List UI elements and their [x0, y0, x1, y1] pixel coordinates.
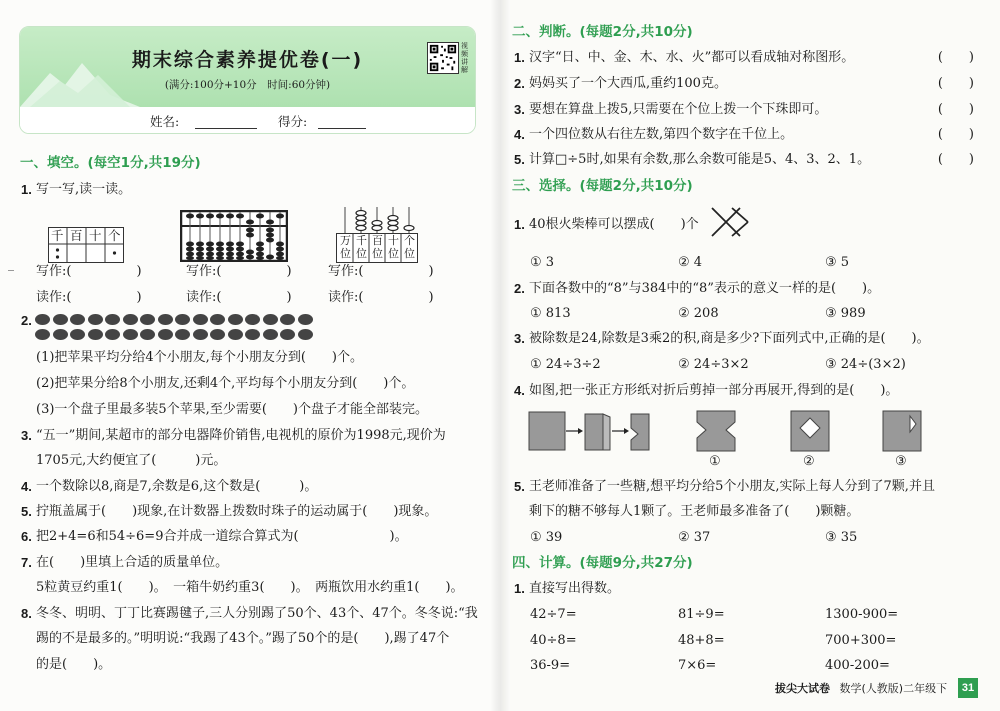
q3-number: 3.	[21, 428, 32, 443]
c2-number: 2.	[514, 281, 525, 296]
calc-r3-c2[interactable]: 7×6=	[678, 658, 717, 673]
apple-icon	[263, 329, 278, 340]
c4-number: 4.	[514, 383, 525, 398]
table-head-ones: 个	[108, 228, 121, 243]
calc-r1-c1[interactable]: 42÷7=	[530, 607, 577, 622]
table-head-thousands: 千	[51, 228, 64, 243]
table-head-tens: 十	[89, 228, 102, 243]
apple-icon	[298, 314, 313, 325]
footer-brand: 拔尖大试卷	[775, 682, 830, 695]
q1a-write[interactable]: 写作:( )	[36, 264, 142, 279]
apple-icon	[263, 314, 278, 325]
tf4-number: 4.	[514, 127, 525, 142]
score-label: 得分:	[278, 114, 308, 129]
apple-icon	[158, 329, 173, 340]
q1-text: 写一写,读一读。	[36, 182, 132, 197]
calc-r1-c2[interactable]: 81÷9=	[678, 607, 725, 622]
q7-text-2: 5粒黄豆约重1( )。 一箱牛奶约重3( )。 两瓶饮用水约重1( )。	[36, 580, 464, 595]
apple-icon	[88, 329, 103, 340]
score-field[interactable]	[318, 114, 366, 129]
section-calculation-title: 四、计算。(每题9分,共27分)	[512, 555, 693, 571]
book-gutter	[490, 0, 510, 711]
tf1-number: 1.	[514, 50, 525, 65]
q1-number: 1.	[21, 182, 32, 197]
c4-figure-1	[696, 410, 736, 452]
tf3-answer[interactable]: ( )	[937, 102, 974, 117]
q2-number: 2.	[21, 313, 32, 328]
q2b-text: (2)把苹果分给8个小朋友,还剩4个,平均每个小朋友分到( )个。	[36, 376, 415, 391]
apple-icon	[193, 314, 208, 325]
apple-icon	[228, 329, 243, 340]
c1-option-3[interactable]: ③ 5	[825, 255, 850, 270]
tf2-number: 2.	[514, 76, 525, 91]
c4-option-3[interactable]: ③	[895, 454, 907, 469]
q4-text: 一个数除以8,商是7,余数是6,这个数是( )。	[36, 479, 318, 494]
exam-title: 期末综合素养提优卷(一)	[131, 49, 364, 71]
apple-icon	[53, 329, 68, 340]
c2-option-3[interactable]: ③ 989	[825, 306, 866, 321]
thousands-bead	[56, 248, 59, 251]
q1a-read[interactable]: 读作:( )	[36, 290, 142, 305]
tf5-number: 5.	[514, 152, 525, 167]
apple-icon	[175, 314, 190, 325]
q8-text-2: 踢的不是最多的。”明明说:“我踢了43个。”踢了50个的是( ),踢了47个	[36, 631, 450, 646]
calc-r2-c1[interactable]: 40÷8=	[530, 633, 577, 648]
q8-number: 8.	[21, 606, 32, 621]
tf3-number: 3.	[514, 102, 525, 117]
qr-label: 视频讲解	[461, 42, 468, 74]
c3-text: 被除数是24,除数是3乘2的积,商是多少?下面列式中,正确的是( )。	[529, 331, 930, 346]
tf2-text: 妈妈买了一个大西瓜,重约100克。	[529, 76, 727, 91]
calc-r1-c3[interactable]: 1300-900=	[825, 607, 899, 622]
c5-option-3[interactable]: ③ 35	[825, 530, 858, 545]
apple-icon	[158, 314, 173, 325]
calc-text: 直接写出得数。	[529, 581, 621, 596]
q5-text: 拧瓶盖属于( )现象,在计数器上拨数时珠子的运动属于( )现象。	[36, 504, 438, 519]
apple-icon	[245, 314, 260, 325]
tf4-answer[interactable]: ( )	[937, 127, 974, 142]
tf5-text: 计算□÷5时,如果有余数,那么余数可能是5、4、3、2、1。	[529, 152, 871, 167]
c2-option-2[interactable]: ② 208	[678, 306, 719, 321]
q2c-text: (3)一个盘子里最多装5个苹果,至少需要( )个盘子才能全部装完。	[36, 402, 428, 417]
apple-icon	[70, 329, 85, 340]
calc-r2-c3[interactable]: 700+300=	[825, 633, 897, 648]
q8-text-3: 的是( )。	[36, 657, 112, 672]
q6-number: 6.	[21, 529, 32, 544]
name-score-row	[20, 107, 475, 134]
c3-number: 3.	[514, 331, 525, 346]
c4-option-2[interactable]: ②	[803, 454, 815, 469]
section-fill-blank-title: 一、填空。(每空1分,共19分)	[20, 155, 201, 171]
apple-icon	[140, 329, 155, 340]
c3-option-1[interactable]: ① 24÷3÷2	[530, 357, 601, 372]
q1b-read[interactable]: 读作:( )	[186, 290, 292, 305]
name-label: 姓名:	[150, 114, 180, 129]
counter-rods-icon	[336, 207, 418, 233]
q4-number: 4.	[21, 479, 32, 494]
tf5-answer[interactable]: ( )	[937, 152, 974, 167]
c1-option-1[interactable]: ① 3	[530, 255, 555, 270]
name-field[interactable]	[195, 114, 257, 129]
q7-text: 在( )里填上合适的质量单位。	[36, 555, 229, 570]
calc-r3-c3[interactable]: 400-200=	[825, 658, 890, 673]
c5-text-2: 剩下的糖不够每人1颗了。王老师最多准备了( )颗糖。	[529, 504, 860, 519]
c5-text: 王老师准备了一些糖,想平均分给5个小朋友,实际上每人分到了7颗,并且	[529, 479, 935, 494]
c4-figure-2	[790, 410, 830, 452]
apple-icon	[35, 329, 50, 340]
apple-icon	[280, 314, 295, 325]
label-wan: 万位	[340, 234, 351, 260]
section-choice-title: 三、选择。(每题2分,共10分)	[512, 178, 693, 194]
apple-icon	[88, 314, 103, 325]
apple-icon	[280, 329, 295, 340]
label-bai: 百位	[372, 234, 383, 260]
exam-header-banner	[19, 26, 476, 134]
margin-mark	[8, 270, 14, 271]
calc-r3-c1[interactable]: 36-9=	[530, 658, 571, 673]
tf4-text: 一个四位数从右往左数,第四个数字在千位上。	[529, 127, 794, 142]
tf3-text: 要想在算盘上拨5,只需要在个位上拨一个下珠即可。	[529, 102, 828, 117]
q3-text: “五一”期间,某超市的部分电器降价销售,电视机的原价为1998元,现价为	[36, 428, 446, 443]
paper-fold-steps	[528, 410, 658, 452]
right-page	[500, 0, 1000, 711]
q1c-write[interactable]: 写作:( )	[328, 264, 434, 279]
q1b-write[interactable]: 写作:( )	[186, 264, 292, 279]
c2-option-1[interactable]: ① 813	[530, 306, 571, 321]
apple-icon	[193, 329, 208, 340]
c3-option-3[interactable]: ③ 24÷(3×2)	[825, 357, 906, 372]
label-ge: 个位	[404, 234, 415, 260]
footer	[775, 680, 947, 696]
c1-number: 1.	[514, 217, 525, 232]
c3-option-2[interactable]: ② 24÷3×2	[678, 357, 749, 372]
c5-option-2[interactable]: ② 37	[678, 530, 711, 545]
calc-r2-c2[interactable]: 48+8=	[678, 633, 725, 648]
tf1-text: 汉字“日、中、金、木、水、火”都可以看成轴对称图形。	[529, 50, 855, 65]
apple-icon	[175, 329, 190, 340]
apple-group	[35, 311, 315, 345]
c1-option-2[interactable]: ② 4	[678, 255, 703, 270]
q6-text: 把2+4=6和54÷6=9合并成一道综合算式为( )。	[36, 529, 408, 544]
calc-number: 1.	[514, 581, 525, 596]
c1-text: 40根火柴棒可以摆成( )个	[529, 217, 699, 232]
apple-icon	[105, 329, 120, 340]
q8-text: 冬冬、明明、丁丁比赛踢毽子,三人分别踢了50个、43个、47个。冬冬说:“我	[36, 606, 478, 621]
page-number: 31	[958, 678, 978, 698]
apple-icon	[298, 329, 313, 340]
abacus-image	[180, 210, 288, 262]
apple-icon	[53, 314, 68, 325]
q5-number: 5.	[21, 504, 32, 519]
table-head-hundreds: 百	[70, 228, 83, 243]
label-shi: 十位	[388, 234, 399, 260]
q1c-read[interactable]: 读作:( )	[328, 290, 434, 305]
tf1-answer[interactable]: ( )	[937, 50, 974, 65]
apple-icon	[245, 329, 260, 340]
qr-code-icon[interactable]	[427, 42, 459, 74]
c2-text: 下面各数中的“8”与384中的“8”表示的意义一样的是( )。	[529, 281, 881, 296]
matchstick-fish-icon	[710, 204, 750, 240]
footer-subject: 数学(人教版)二年级下	[839, 682, 948, 695]
thousands-bead	[56, 255, 59, 258]
tf2-answer[interactable]: ( )	[937, 76, 974, 91]
exam-subtitle: (满分:100分+10分 时间:60分钟)	[164, 79, 331, 91]
ones-bead	[113, 251, 116, 254]
apple-icon	[123, 314, 138, 325]
apple-icon	[123, 329, 138, 340]
apple-icon	[228, 314, 243, 325]
c5-option-1[interactable]: ① 39	[530, 530, 563, 545]
apple-icon	[35, 314, 50, 325]
section-true-false-title: 二、判断。(每题2分,共10分)	[512, 24, 693, 40]
c4-text: 如图,把一张正方形纸对折后剪掉一部分再展开,得到的是( )。	[529, 383, 899, 398]
c4-figure-3	[882, 410, 922, 452]
apple-icon	[105, 314, 120, 325]
apple-icon	[210, 329, 225, 340]
apple-icon	[70, 314, 85, 325]
c5-number: 5.	[514, 479, 525, 494]
c4-option-1[interactable]: ①	[709, 454, 721, 469]
label-qian: 千位	[356, 234, 367, 260]
apple-icon	[140, 314, 155, 325]
apple-icon	[210, 314, 225, 325]
q3-text-2: 1705元,大约便宜了( )元。	[36, 453, 227, 468]
q2a-text: (1)把苹果平均分给4个小朋友,每个小朋友分到( )个。	[36, 350, 363, 365]
q7-number: 7.	[21, 555, 32, 570]
